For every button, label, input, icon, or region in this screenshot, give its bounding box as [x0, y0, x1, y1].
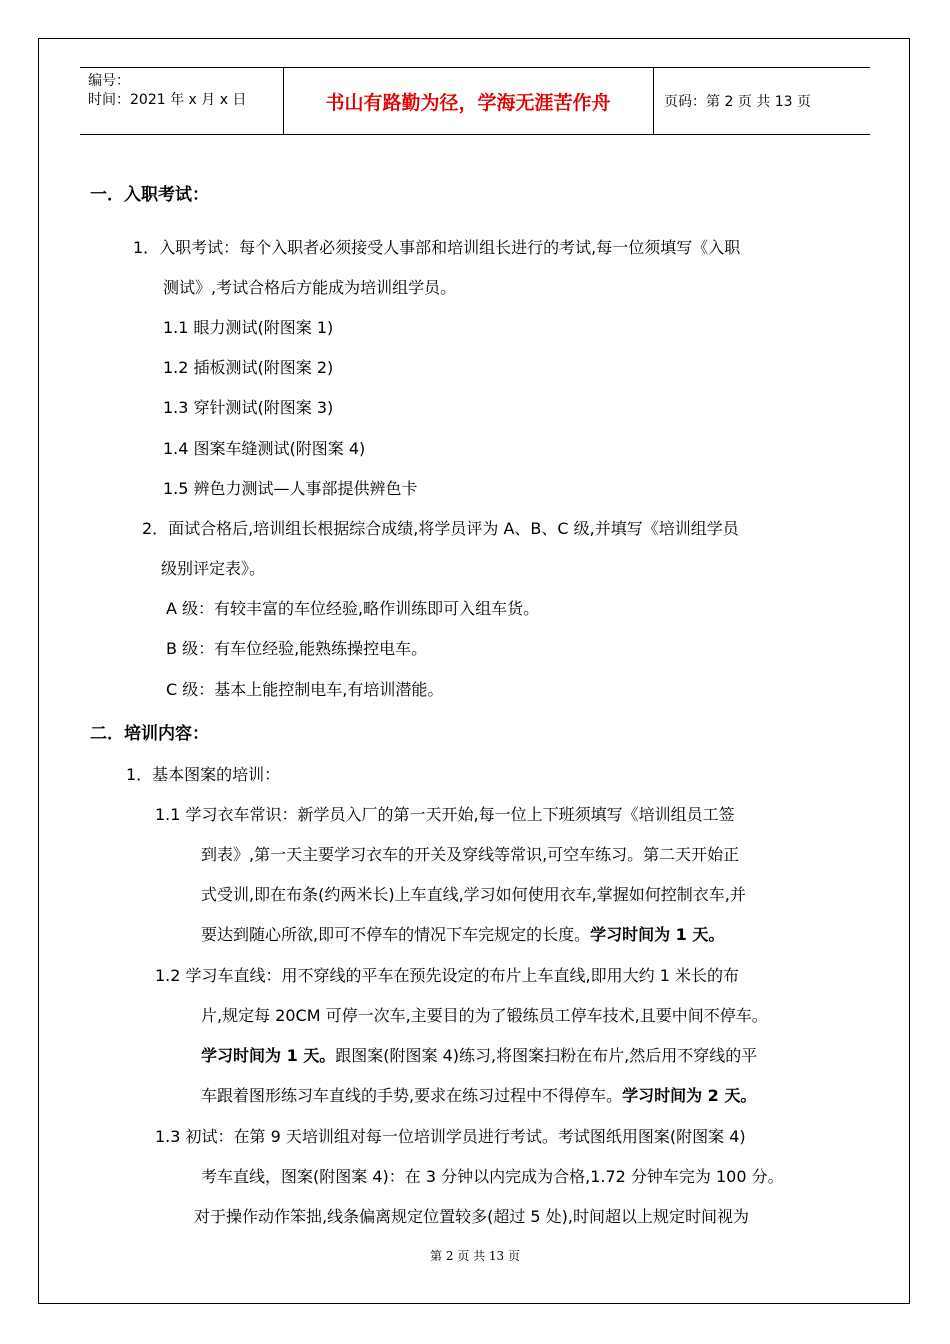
section-1-heading: 一．入职考试：: [90, 185, 209, 205]
paragraph-text-segment: 车跟着图形练习车直线的手势,要求在练习过程中不得停车。: [201, 1086, 623, 1105]
list-item: 1.4 图案车缝测试(附图案 4): [163, 439, 366, 458]
paragraph-text: 考车直线，图案(附图案 4)：在 3 分钟以内完成为合格,1.72 分钟车完为 100 分。: [201, 1167, 784, 1186]
grade-item: A 级：有较丰富的车位经验,略作训练即可入组车货。: [166, 599, 540, 618]
page-border: [38, 38, 910, 1304]
study-duration-bold: 学习时间为 2 天。: [622, 1086, 757, 1105]
paragraph-text: 片,规定每 20CM 可停一次车,主要目的为了锻练员工停车技术,且要中间不停车。: [201, 1006, 768, 1025]
study-duration-bold: 学习时间为 1 天。: [590, 925, 725, 944]
paragraph-text: 1．基本图案的培训：: [126, 765, 281, 784]
paragraph-text: 1.3 初试：在第 9 天培训组对每一位培训学员进行考试。考试图纸用图案(附图案 4): [155, 1127, 746, 1146]
header-meta: [88, 72, 246, 110]
paragraph-text: 2．面试合格后,培训组长根据综合成绩,将学员评为 A、B、C 级,并填写《培训组学员: [142, 519, 739, 538]
paragraph-text: 对于操作动作笨拙,线条偏离规定位置较多(超过 5 处),时间超以上规定时间视为: [194, 1207, 750, 1226]
paragraph-text: 测试》,考试合格后方能成为培训组学员。: [163, 278, 457, 297]
paragraph-text-segment: 跟图案(附图案 4)练习,将图案扫粉在布片,然后用不穿线的平: [335, 1046, 758, 1065]
paragraph-text: 1．入职考试：每个入职者必须接受人事部和培训组长进行的考试,每一位须填写《入职: [133, 238, 741, 257]
list-item: 1.3 穿针测试(附图案 3): [163, 398, 334, 417]
document-number-label: 编号：: [88, 73, 130, 89]
list-item: 1.5 辨色力测试—人事部提供辨色卡: [163, 479, 418, 498]
grade-item: B 级：有车位经验,能熟练操控电车。: [166, 639, 428, 658]
paragraph-text: 1.2 学习车直线：用不穿线的平车在预先设定的布片上车直线,即用大约 1 米长的布: [155, 966, 739, 985]
header-page-info: 页码：第 2 页 共 13 页: [664, 94, 811, 110]
list-item: 1.2 插板测试(附图案 2): [163, 358, 334, 377]
paragraph-text: 到表》,第一天主要学习衣车的开关及穿线等常识,可空车练习。第二天开始正: [201, 845, 740, 864]
page-footer: 第 2 页 共 13 页: [430, 1249, 520, 1263]
list-item: 1.1 眼力测试(附图案 1): [163, 318, 334, 337]
header-divider-right: [653, 68, 654, 134]
page-header: [80, 67, 870, 135]
paragraph-text-segment: 要达到随心所欲,即可不停车的情况下车完规定的长度。: [201, 925, 591, 944]
document-date: 时间：2021 年 x 月 x 日: [88, 92, 247, 108]
paragraph-text: 1.1 学习衣车常识：新学员入厂的第一天开始,每一位上下班须填写《培训组员工签: [155, 805, 735, 824]
grade-item: C 级：基本上能控制电车,有培训潜能。: [166, 680, 444, 699]
paragraph-text: [201, 1085, 756, 1107]
paragraph-text: [201, 1045, 757, 1067]
paragraph-text: 级别评定表》。: [161, 559, 266, 578]
section-2-heading: 二．培训内容：: [90, 724, 209, 744]
paragraph-text: [201, 924, 724, 946]
paragraph-text: 式受训,即在布条(约两米长)上车直线,学习如何使用衣车,掌握如何控制衣车,并: [201, 885, 746, 904]
header-motto: 书山有路勤为径，学海无涯苦作舟: [325, 91, 611, 114]
study-duration-bold: 学习时间为 1 天。: [201, 1046, 336, 1065]
